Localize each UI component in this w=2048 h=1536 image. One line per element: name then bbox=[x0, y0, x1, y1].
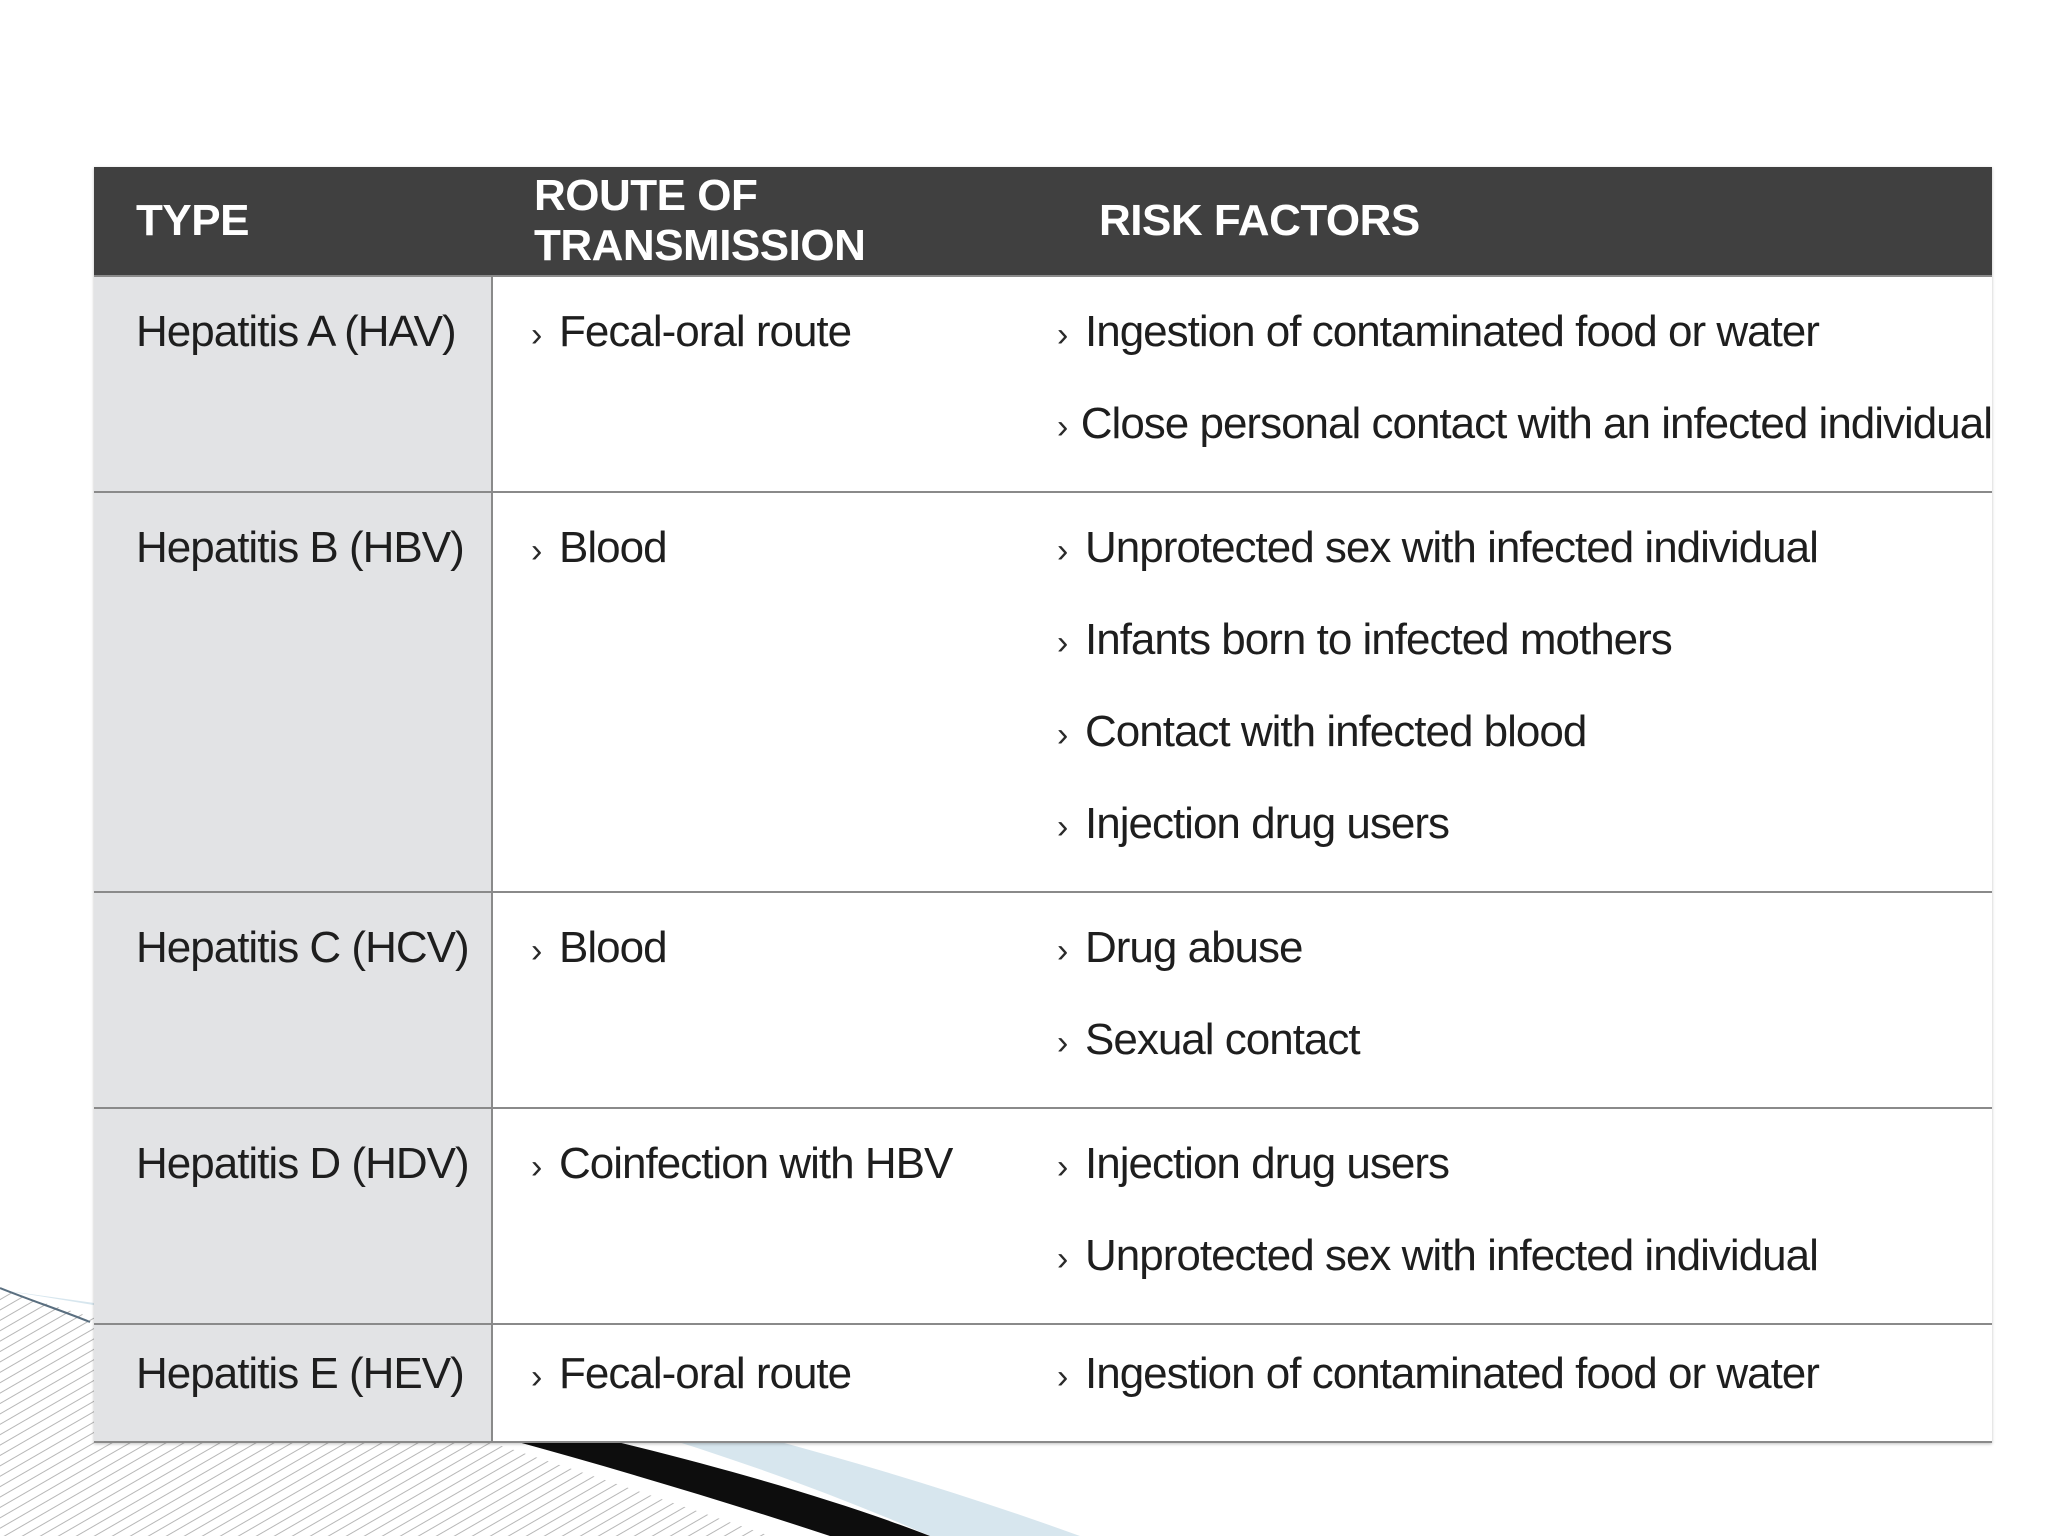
risk-factors-cell bbox=[1057, 1108, 1992, 1324]
risk-text: Unprotected sex with infected individual bbox=[1085, 1231, 1818, 1280]
route-text: Fecal-oral route bbox=[559, 1349, 852, 1398]
risk-item bbox=[1057, 307, 1992, 399]
route-cell bbox=[492, 1324, 1057, 1442]
risk-list bbox=[1057, 307, 1992, 491]
table-row-hepatitis-a bbox=[94, 276, 1992, 492]
route-item bbox=[531, 1139, 1057, 1231]
risk-item bbox=[1057, 1349, 1992, 1441]
route-text: Coinfection with HBV bbox=[559, 1139, 953, 1188]
risk-factors-cell bbox=[1057, 276, 1992, 492]
risk-text: Injection drug users bbox=[1085, 799, 1449, 848]
bullet-chevron-icon: › bbox=[1057, 1148, 1068, 1186]
bullet-chevron-icon: › bbox=[1057, 1358, 1068, 1396]
header-route-of-transmission: ROUTE OF TRANSMISSION bbox=[534, 171, 866, 270]
risk-item bbox=[1057, 707, 1992, 799]
risk-item bbox=[1057, 1015, 1992, 1107]
header-risk-factors: RISK FACTORS bbox=[1099, 196, 1420, 245]
route-cell bbox=[492, 1108, 1057, 1324]
route-item bbox=[531, 307, 1057, 399]
table-header bbox=[94, 167, 1992, 276]
route-text: Fecal-oral route bbox=[559, 307, 852, 356]
risk-text: Close personal contact with an infected individual bbox=[1080, 399, 1992, 448]
route-list bbox=[531, 1139, 1057, 1231]
bullet-chevron-icon: › bbox=[1057, 1024, 1068, 1062]
risk-item bbox=[1057, 923, 1992, 1015]
risk-factors-cell bbox=[1057, 892, 1992, 1108]
route-list bbox=[531, 523, 1057, 615]
type-cell: Hepatitis B (HBV) bbox=[94, 492, 492, 892]
bullet-chevron-icon: › bbox=[1057, 532, 1068, 570]
risk-item bbox=[1057, 399, 1992, 491]
risk-text: Unprotected sex with infected individual bbox=[1085, 523, 1818, 572]
bullet-chevron-icon: › bbox=[1057, 624, 1068, 662]
table-row-hepatitis-e bbox=[94, 1324, 1992, 1442]
risk-text: Sexual contact bbox=[1085, 1015, 1360, 1064]
bullet-chevron-icon: › bbox=[531, 1148, 542, 1186]
type-cell: Hepatitis C (HCV) bbox=[94, 892, 492, 1108]
bullet-chevron-icon: › bbox=[531, 1358, 542, 1396]
type-cell: Hepatitis D (HDV) bbox=[94, 1108, 492, 1324]
route-item bbox=[531, 523, 1057, 615]
risk-text: Ingestion of contaminated food or water bbox=[1085, 307, 1819, 356]
risk-item bbox=[1057, 1139, 1992, 1231]
table-body bbox=[94, 276, 1992, 1442]
risk-factors-cell bbox=[1057, 492, 1992, 892]
hepatitis-types-table bbox=[94, 167, 1992, 1443]
route-cell bbox=[492, 276, 1057, 492]
risk-text: Ingestion of contaminated food or water bbox=[1085, 1349, 1819, 1398]
risk-item bbox=[1057, 1231, 1992, 1323]
route-text: Blood bbox=[559, 523, 667, 572]
bullet-chevron-icon: › bbox=[1057, 808, 1068, 846]
risk-list bbox=[1057, 1349, 1992, 1441]
risk-text: Infants born to infected mothers bbox=[1085, 615, 1672, 664]
route-cell bbox=[492, 892, 1057, 1108]
bullet-chevron-icon: › bbox=[1057, 316, 1068, 354]
table-row-hepatitis-c bbox=[94, 892, 1992, 1108]
risk-text: Contact with infected blood bbox=[1085, 707, 1587, 756]
risk-factors-cell bbox=[1057, 1324, 1992, 1442]
route-list bbox=[531, 923, 1057, 1015]
risk-list bbox=[1057, 523, 1992, 891]
route-text: Blood bbox=[559, 923, 667, 972]
bullet-chevron-icon: › bbox=[531, 932, 542, 970]
table-row-hepatitis-d bbox=[94, 1108, 1992, 1324]
route-cell bbox=[492, 492, 1057, 892]
table-header-row bbox=[94, 167, 1992, 276]
risk-list bbox=[1057, 923, 1992, 1107]
bullet-chevron-icon: › bbox=[1057, 716, 1068, 754]
route-item bbox=[531, 923, 1057, 1015]
bullet-chevron-icon: › bbox=[1057, 1240, 1068, 1278]
risk-item bbox=[1057, 615, 1992, 707]
route-item bbox=[531, 1349, 1057, 1441]
bullet-chevron-icon: › bbox=[531, 532, 542, 570]
route-list bbox=[531, 307, 1057, 399]
type-cell: Hepatitis E (HEV) bbox=[94, 1324, 492, 1442]
risk-item bbox=[1057, 523, 1992, 615]
bullet-chevron-icon: › bbox=[1057, 932, 1068, 970]
risk-text: Drug abuse bbox=[1085, 923, 1303, 972]
route-list bbox=[531, 1349, 1057, 1441]
table-row-hepatitis-b bbox=[94, 492, 1992, 892]
risk-item bbox=[1057, 799, 1992, 891]
bullet-chevron-icon: › bbox=[1057, 408, 1068, 446]
risk-text: Injection drug users bbox=[1085, 1139, 1449, 1188]
header-type: TYPE bbox=[136, 196, 249, 245]
bullet-chevron-icon: › bbox=[531, 316, 542, 354]
type-cell: Hepatitis A (HAV) bbox=[94, 276, 492, 492]
risk-list bbox=[1057, 1139, 1992, 1323]
